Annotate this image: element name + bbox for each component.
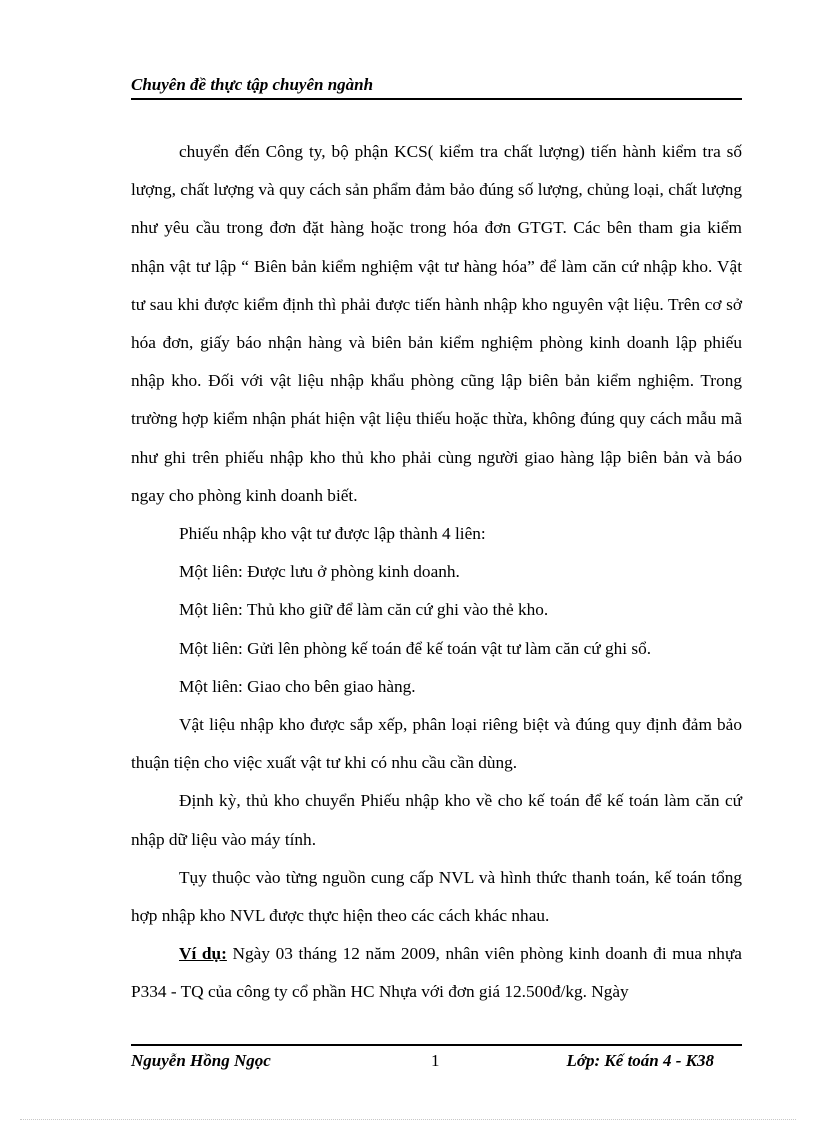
- footer-divider: [131, 1044, 742, 1046]
- footer-author: Nguyễn Hồng Ngọc: [131, 1051, 271, 1070]
- example-paragraph: [131, 935, 742, 1011]
- example-label: Ví dụ:: [179, 944, 227, 964]
- header-title: Chuyên đề thực tập chuyên ngành: [131, 75, 374, 94]
- body-paragraph: Tụy thuộc vào từng nguồn cung cấp NVL và hình thức thanh toán, kế toán tổng hợp nhập kho NVL được thực hiện theo các cách khác nhau.: [131, 867, 742, 926]
- body-paragraph: Phiếu nhập kho vật tư được lập thành 4 liên:: [179, 524, 486, 544]
- page-number: 1: [431, 1051, 440, 1070]
- page-footer: [131, 1051, 742, 1075]
- body-paragraph: Định kỳ, thủ kho chuyển Phiếu nhập kho về cho kế toán để kế toán làm căn cứ nhập dữ liệu vào máy tính.: [131, 791, 742, 849]
- copy-item: Một liên: Giao cho bên giao hàng.: [179, 676, 416, 696]
- page-edge-line: [20, 1119, 796, 1120]
- header-divider: [131, 98, 742, 100]
- body-paragraph: Vật liệu nhập kho được sắp xếp, phân loại riêng biệt và đúng quy định đảm bảo thuận tiện cho việc xuất vật tư khi có nhu cầu cần dùng.: [131, 715, 742, 773]
- page-header: [131, 74, 742, 96]
- copy-item: Một liên: Thủ kho giữ để làm căn cứ ghi vào thẻ kho.: [179, 600, 549, 620]
- copy-item: Một liên: Gửi lên phòng kế toán để kế toán vật tư làm căn cứ ghi sổ.: [179, 638, 652, 658]
- copy-item: Một liên: Được lưu ở phòng kinh doanh.: [179, 562, 460, 582]
- document-body: [131, 133, 742, 1012]
- body-paragraph: chuyển đến Công ty, bộ phận KCS( kiểm tra chất lượng) tiến hành kiểm tra số lượng, chất lượng và quy cách sản phẩm đảm bảo đúng số lượng, chủng loại, chất lượng như yêu cầu trong đơn đặt hàng hoặc trong hóa đơn GTGT. Các bên tham gia kiểm nhận vật tư lập “ Biên bản kiểm nghiệm vật tư hàng hóa” để làm căn cứ nhập kho. Vật tư sau khi được kiểm định thì phải được tiến hành nhập kho nguyên vật liệu. Trên cơ sở hóa đơn, giấy báo nhận hàng và biên bản kiểm nghiệm phòng kinh doanh lập phiếu nhập kho. Đối với vật liệu nhập khẩu phòng cũng lập biên bản kiểm nghiệm. Trong trường hợp kiểm nhận phát hiện vật liệu thiếu hoặc thừa, không đúng quy cách mẫu mã như ghi trên phiếu nhập kho thủ kho phải cùng người giao hàng lập biên bản và báo ngay cho phòng kinh doanh biết.: [131, 142, 742, 505]
- example-text: Ngày 03 tháng 12 năm 2009, nhân viên phòng kinh doanh đi mua nhựa P334 - TQ của công ty cổ phần HC Nhựa với đơn giá 12.500đ/kg. Ngày: [131, 944, 742, 1002]
- footer-class: Lớp: Kế toán 4 - K38: [566, 1051, 714, 1070]
